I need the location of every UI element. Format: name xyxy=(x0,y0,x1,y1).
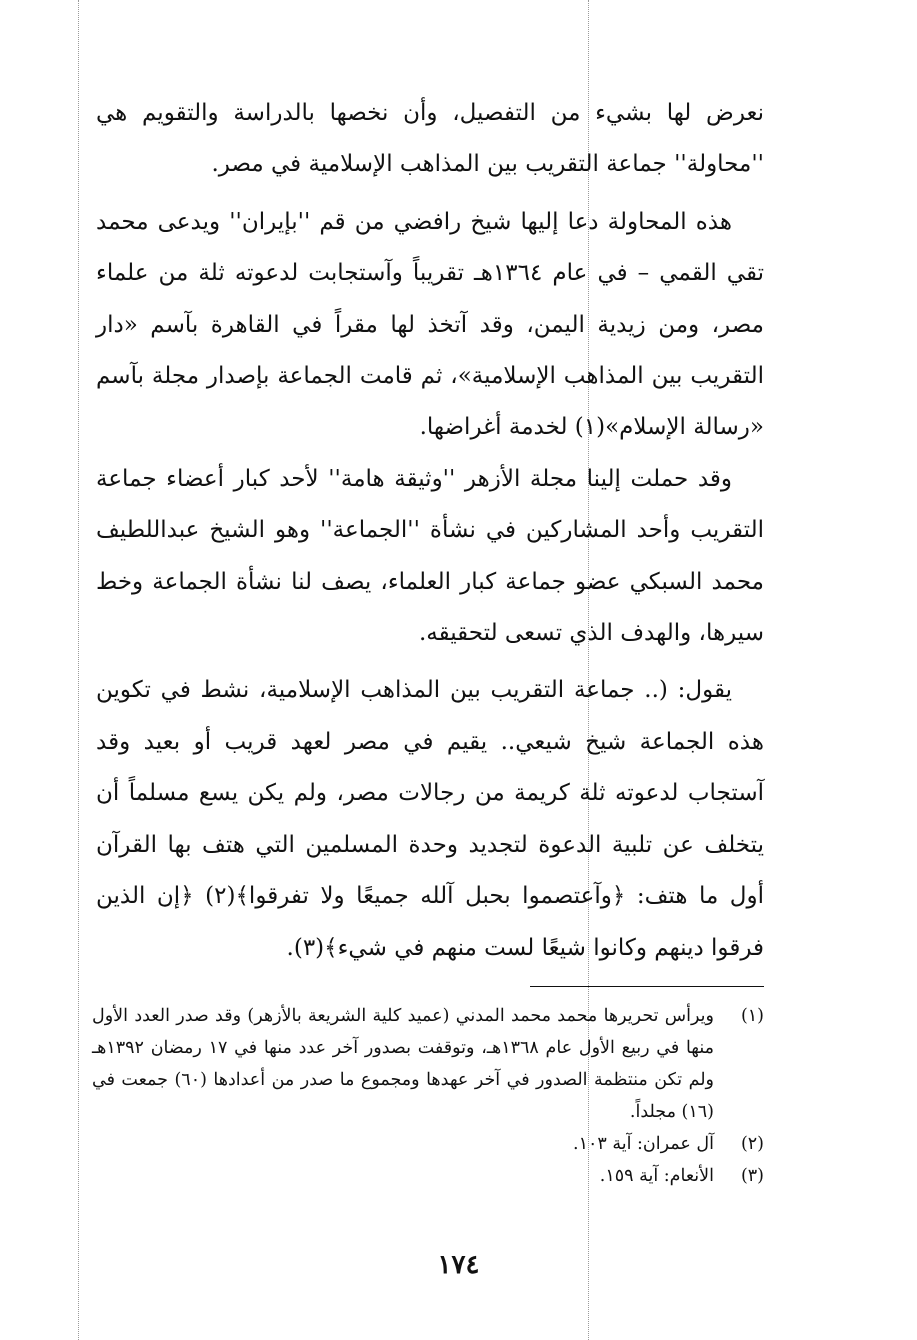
paragraph: وقد حملت إلينا مجلة الأزهر ''وثيقة هامة'' لأحد كبار أعضاء جماعة التقريب وأحد المشاركين في نشأة ''الجماعة'' وهو الشيخ عبداللطيف محمد السبكي عضو جماعة كبار العلماء، يصف لنا نشأة الجماعة وخط سيرها، والهدف الذي تسعى لتحقيقه. xyxy=(96,465,764,647)
page-number: ١٧٤ xyxy=(437,1250,480,1280)
footnote xyxy=(92,1000,764,1128)
scan-dotted-line xyxy=(78,0,79,1340)
footnote xyxy=(92,1160,764,1192)
footnote-text: آل عمران: آية ١٠٣. xyxy=(573,1134,714,1154)
paragraph: نعرض لها بشيء من التفصيل، وأن نخصها بالدراسة والتقويم هي ''محاولة'' جماعة التقريب بين المذاهب الإسلامية في مصر. xyxy=(96,100,765,178)
footnote-separator xyxy=(530,986,764,987)
footnote-number: (٣) xyxy=(740,1166,764,1186)
footnote-text: ويرأس تحريرها محمد محمد المدني (عميد كلية الشريعة بالأزهر) وقد صدر العدد الأول منها في ربيع الأول عام ١٣٦٨هـ، وتوقفت بصدور آخر عدد منها في ١٧ رمضان ١٣٩٢هـ ولم تكن منتظمة الصدور في آخر عهدها ومجموع ما صدر من أعدادها (٦٠) جمعت في (١٦) مجلداً. xyxy=(92,1006,715,1122)
footnotes xyxy=(92,1000,764,1192)
footnote-text: الأنعام: آية ١٥٩. xyxy=(599,1166,714,1186)
footnote-number: (١) xyxy=(740,1006,764,1026)
paragraph: يقول: (.. جماعة التقريب بين المذاهب الإسلامية، نشط في تكوين هذه الجماعة شيخ شيعي.. يقيم في مصر لعهد قريب أو بعيد وقد آستجاب لدعوته ثلة كريمة من رجالات مصر، ولم يكن يسع مسلماً أن يتخلف عن تلبية الدعوة لتجديد وحدة المسلمين التي هتف بها القرآن أول ما هتف: ﴿وآعتصموا بحبل آلله جميعًا ولا تفرقوا﴾(٢) ﴿إن الذين فرقوا دينهم وكانوا شيعًا لست منهم في شيء﴾(٣). xyxy=(96,677,765,961)
footnote-number: (٢) xyxy=(740,1134,764,1154)
main-text xyxy=(96,88,764,974)
paragraph: هذه المحاولة دعا إليها شيخ رافضي من قم ''بإيران'' ويدعى محمد تقي القمي – في عام ١٣٦٤هـ تقريباً وآستجابت لدعوته ثلة من علماء مصر، ومن زيدية اليمن، وقد آتخذ لها مقراً في القاهرة بآسم «دار التقريب بين المذاهب الإسلامية»، ثم قامت الجماعة بإصدار مجلة بآسم «رسالة الإسلام»(١) لخدمة أغراضها. xyxy=(96,208,764,441)
footnote xyxy=(92,1128,764,1160)
